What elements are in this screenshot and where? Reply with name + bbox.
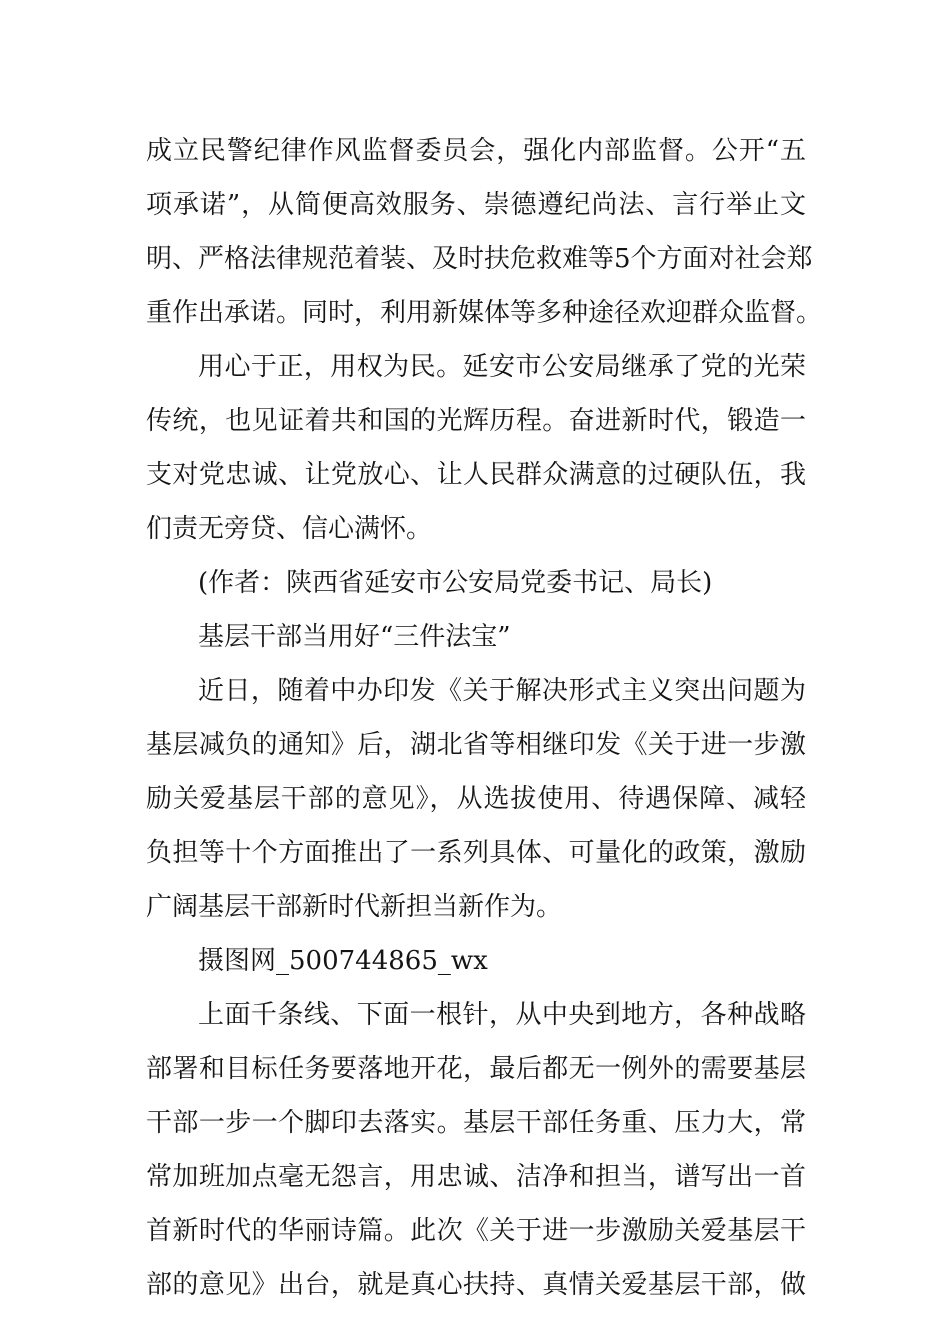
text-line: 广阔基层干部新时代新担当新作为。 xyxy=(146,892,563,922)
image-caption xyxy=(146,934,806,988)
text-line: 们责无旁贷、信心满怀。 xyxy=(146,514,433,544)
text-line: 部署和目标任务要落地开花，最后都无一例外的需要基层 xyxy=(146,1054,806,1084)
paragraph-body xyxy=(146,988,806,1312)
text-line: (作者：陕西省延安市公安局党委书记、局长) xyxy=(198,568,713,598)
paragraph-intro xyxy=(146,664,806,934)
text-line: 基层干部当用好“三件法宝” xyxy=(198,622,511,652)
text-line: 励关爱基层干部的意见》，从选拔使用、待遇保障、减轻 xyxy=(146,784,806,814)
text-line: 基层减负的通知》后，湖北省等相继印发《关于进一步激 xyxy=(146,730,806,760)
text-line: 常加班加点毫无怨言，用忠诚、洁净和担当，谱写出一首 xyxy=(146,1162,806,1192)
text-line: 用心于正，用权为民。延安市公安局继承了党的光荣 xyxy=(198,352,806,382)
text-line: 成立民警纪律作风监督委员会，强化内部监督。公开“五 xyxy=(146,136,806,166)
paragraph-supervision xyxy=(146,124,823,340)
text-line: 明、严格法律规范着装、及时扶危救难等5个方面对社会郑 xyxy=(146,244,813,274)
text-line: 首新时代的华丽诗篇。此次《关于进一步激励关爱基层干 xyxy=(146,1216,806,1246)
text-line: 重作出承诺。同时，利用新媒体等多种途径欢迎群众监督。 xyxy=(146,298,823,328)
article-title xyxy=(146,610,806,664)
text-line: 支对党忠诚、让党放心、让人民群众满意的过硬队伍，我 xyxy=(146,460,806,490)
paragraph-conclusion xyxy=(146,340,806,556)
text-line: 干部一步一个脚印去落实。基层干部任务重、压力大，常 xyxy=(146,1108,806,1138)
text-line: 传统，也见证着共和国的光辉历程。奋进新时代，锻造一 xyxy=(146,406,806,436)
text-line: 上面千条线、下面一根针，从中央到地方，各种战略 xyxy=(198,1000,806,1030)
author-note xyxy=(146,556,806,610)
text-line: 项承诺”，从简便高效服务、崇德遵纪尚法、言行举止文 xyxy=(146,190,806,220)
text-line: 部的意见》出台，就是真心扶持、真情关爱基层干部，做 xyxy=(146,1270,806,1300)
document-body xyxy=(146,124,823,1312)
text-line: 负担等十个方面推出了一系列具体、可量化的政策，激励 xyxy=(146,838,806,868)
text-line: 摄图网_500744865_wx xyxy=(198,946,488,976)
text-line: 近日，随着中办印发《关于解决形式主义突出问题为 xyxy=(198,676,806,706)
